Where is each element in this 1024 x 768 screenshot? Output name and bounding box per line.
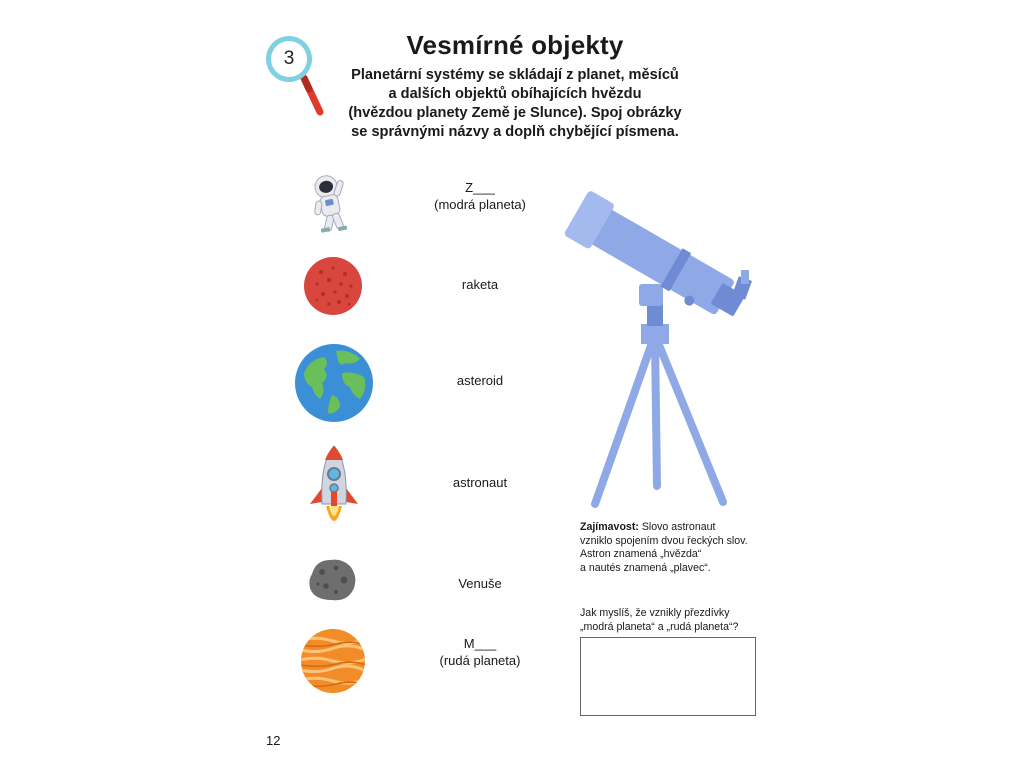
- page-title: Vesmírné objekty: [406, 30, 624, 60]
- question-line: „modrá planeta“ a „rudá planeta“?: [580, 620, 739, 633]
- earth-icon[interactable]: [294, 343, 374, 423]
- answer-box[interactable]: [580, 637, 756, 716]
- task-number: 3: [283, 48, 295, 69]
- fact-line: [580, 521, 780, 535]
- fun-fact: [580, 521, 780, 575]
- fact-line: a nautés znamená „plavec“.: [580, 561, 711, 574]
- label-text: M___: [463, 636, 497, 651]
- fact-prefix: Zajímavost:: [580, 521, 639, 533]
- fact-line: vzniklo spojením dvou řeckých slov.: [580, 534, 748, 547]
- striped-planet-icon[interactable]: [300, 628, 366, 694]
- label-rocket[interactable]: [400, 276, 560, 293]
- label-hint: (rudá planeta): [439, 653, 521, 668]
- red-planet-icon[interactable]: [303, 256, 363, 316]
- astronaut-icon[interactable]: [306, 172, 358, 238]
- question-line: Jak myslíš, že vznikly přezdívky: [580, 607, 730, 619]
- asteroid-icon[interactable]: [306, 556, 358, 604]
- label-blue-planet[interactable]: [400, 179, 560, 213]
- label-astronaut[interactable]: [400, 474, 560, 491]
- intro-line: Planetární systémy se skládají z planet, měsíců: [351, 67, 679, 83]
- label-asteroid[interactable]: [400, 372, 560, 389]
- task-number-badge: [262, 32, 332, 124]
- label-red-planet[interactable]: [400, 635, 560, 669]
- label-text: Z___: [465, 180, 495, 195]
- intro-line: (hvězdou planety Země je Slunce). Spoj obrázky: [348, 105, 682, 121]
- label-venus[interactable]: [400, 575, 560, 592]
- fact-line-rest: Slovo astronaut: [638, 521, 716, 533]
- question-text: [580, 607, 780, 634]
- intro-line: a dalších objektů obíhajících hvězdu: [388, 86, 642, 102]
- intro-line: se správnými názvy a doplň chybějící písmena.: [351, 124, 679, 140]
- label-hint: (modrá planeta): [434, 197, 526, 212]
- telescope-icon: [555, 190, 760, 510]
- fact-line: Astron znamená „hvězda“: [580, 548, 702, 560]
- label-text: Venuše: [458, 576, 502, 591]
- label-text: asteroid: [456, 373, 504, 388]
- label-text: raketa: [461, 277, 499, 292]
- page-number: 12: [266, 733, 281, 748]
- intro-text: [330, 66, 700, 142]
- rocket-icon[interactable]: [306, 444, 362, 536]
- label-text: astronaut: [452, 475, 508, 490]
